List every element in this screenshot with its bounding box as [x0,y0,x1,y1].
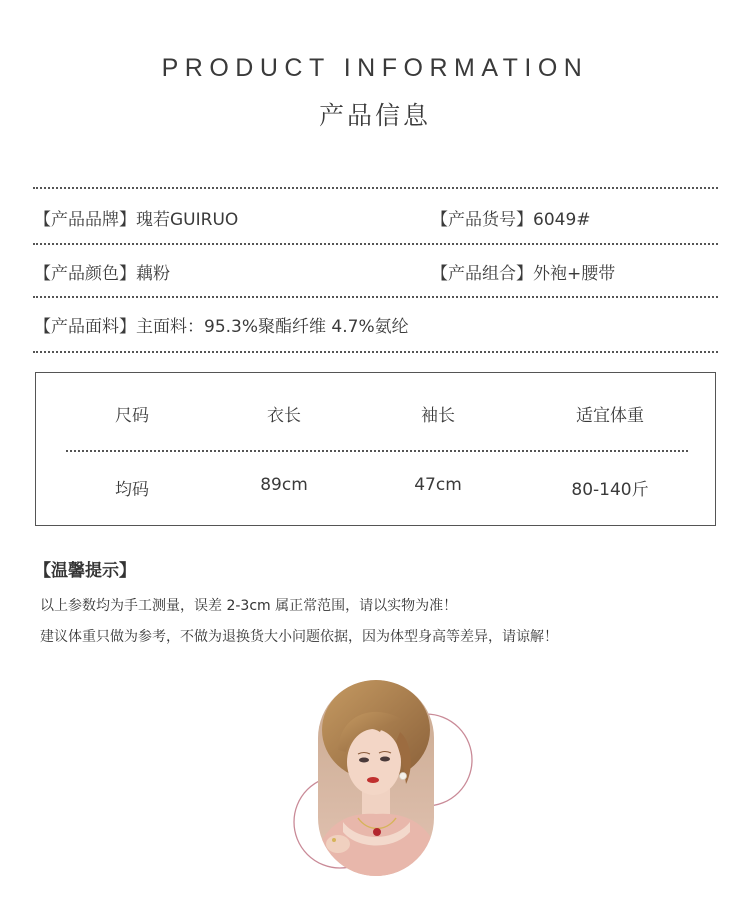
size-value-size: 均码 [115,480,149,500]
tip-line-1: 以上参数均为手工测量，误差 2-3cm 属正常范围，请以实物为准！ [40,598,458,614]
info-brand: 【产品品牌】瑰若GUIRUO [34,210,239,230]
size-header-weight: 适宜体重 [576,406,644,426]
info-color: 【产品颜色】藕粉 [34,264,170,284]
divider [33,187,718,189]
title-english: PRODUCT INFORMATION [161,54,589,82]
divider [33,243,718,245]
size-header-length: 衣长 [267,406,301,426]
size-value-weight: 80-140斤 [571,480,649,500]
title-chinese: 产品信息 [318,101,431,130]
model-photo [288,672,478,882]
size-table-divider [66,450,688,452]
info-fabric: 【产品面料】主面料：95.3%聚酯纤维 4.7%氨纶 [34,317,409,337]
tip-line-2: 建议体重只做为参考，不做为退换货大小问题依据，因为体型身高等差异，请谅解！ [40,629,558,645]
info-item-no: 【产品货号】6049# [431,210,591,230]
size-table [35,372,716,526]
size-value-length: 89cm [260,475,308,495]
divider [33,296,718,298]
size-header-size: 尺码 [115,406,149,426]
tips-title: 【温馨提示】 [34,561,136,581]
divider [33,351,718,353]
size-header-sleeve: 袖长 [421,406,455,426]
size-value-sleeve: 47cm [414,475,462,495]
info-set: 【产品组合】外袍+腰带 [431,264,616,284]
